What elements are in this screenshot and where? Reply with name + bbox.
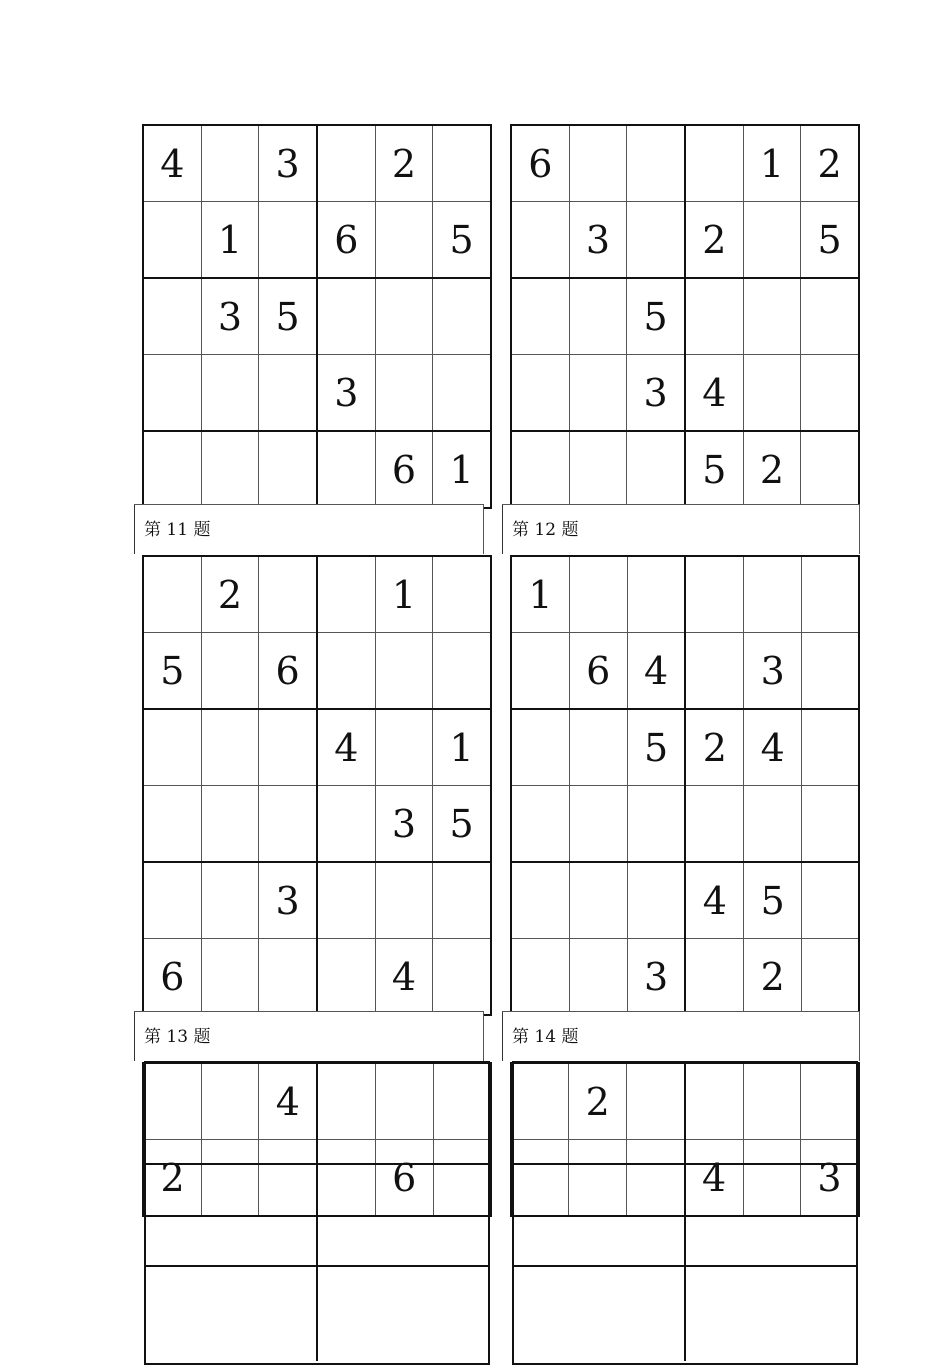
grid-cell [375,355,433,432]
grid-cell [259,939,317,1016]
puzzle-label-13: 第 13 题 [134,1011,484,1061]
grid-cell [143,556,201,633]
grid-cell: 2 [685,709,743,786]
grid-cell: 6 [317,202,375,279]
grid-cell [259,431,317,508]
grid-cell [317,862,375,939]
grid-row [511,202,859,279]
grid-cell [802,862,859,939]
grid-cell [802,786,859,863]
grid-cell [569,431,627,508]
grid-cell: 2 [569,1063,627,1140]
grid-cell [685,278,743,355]
grid-cell: 3 [744,633,802,710]
grid-cell [801,278,859,355]
grid-cell: 5 [744,862,802,939]
grid-cell [375,633,433,710]
grid-cell [569,862,627,939]
grid-cell: 5 [259,278,317,355]
grid-cell: 4 [259,1063,318,1140]
grid-row [143,278,491,355]
grid-cell: 2 [375,125,433,202]
grid-cell [569,355,627,432]
sudoku-grid-12 [510,555,860,1016]
grid-cell: 5 [801,202,859,279]
grid-cell: 3 [201,278,259,355]
grid-cell: 3 [627,939,685,1016]
grid-row [143,862,491,939]
grid-cell [744,786,802,863]
grid-row [511,709,859,786]
grid-cell: 3 [317,355,375,432]
grid-cell: 2 [743,431,801,508]
grid-cell [802,633,859,710]
puzzle-label-12: 第 12 题 [502,504,860,554]
grid-cell [433,125,491,202]
box-divider-right [684,1061,686,1361]
grid-cell: 4 [143,125,201,202]
grid-cell [569,278,627,355]
grid-cell [317,125,375,202]
grid-cell: 3 [569,202,627,279]
grid-cell: 1 [511,556,569,633]
grid-row [143,786,491,863]
grid-cell [511,202,569,279]
grid-cell [511,786,569,863]
grid-cell: 3 [800,1140,859,1217]
grid-cell [201,862,259,939]
grid-cell: 6 [375,1140,433,1217]
grid-cell [375,278,433,355]
grid-cell: 4 [685,355,743,432]
grid-cell [201,709,259,786]
grid-cell [201,431,259,508]
grid-cell [743,355,801,432]
grid-cell: 1 [743,125,801,202]
grid-cell [744,556,802,633]
grid-cell [143,709,201,786]
grid-cell: 2 [143,1140,202,1217]
grid-cell [143,431,201,508]
grid-cell [317,633,375,710]
grid-cell [511,431,569,508]
grid-cell [569,786,627,863]
grid-cell: 5 [433,202,491,279]
grid-cell [627,556,685,633]
grid-cell: 2 [801,125,859,202]
grid-cell: 3 [259,125,317,202]
grid-row [511,786,859,863]
grid-cell [433,556,491,633]
grid-cell [259,709,317,786]
grid-cell [433,939,491,1016]
grid-cell [433,633,491,710]
grid-row [511,862,859,939]
grid-cell [627,125,685,202]
grid-row [143,556,491,633]
grid-cell: 4 [685,862,743,939]
grid-cell [143,786,201,863]
grid-cell [143,355,201,432]
grid-cell: 5 [627,709,685,786]
grid-cell [685,633,743,710]
sudoku-grid-top-right [510,124,860,509]
grid-cell [627,862,685,939]
grid-cell [143,202,201,279]
grid-cell: 2 [744,939,802,1016]
sudoku-grid-top-left [142,124,492,509]
grid-cell [259,202,317,279]
grid-cell: 6 [259,633,317,710]
grid-row [511,939,859,1016]
grid-cell [201,125,259,202]
grid-row [143,202,491,279]
grid-cell: 1 [433,431,491,508]
grid-cell [685,125,743,202]
grid-cell: 6 [511,125,569,202]
grid-cell: 3 [375,786,433,863]
grid-cell [627,431,685,508]
grid-cell [801,431,859,508]
grid-cell [627,786,685,863]
grid-cell [569,125,627,202]
grid-cell [802,556,859,633]
grid-row [143,633,491,710]
grid-cell [743,202,801,279]
grid-cell [627,202,685,279]
grid-cell [317,939,375,1016]
grid-row [143,431,491,508]
grid-cell [317,556,375,633]
grid-cell: 2 [201,556,259,633]
grid-row [511,355,859,432]
grid-cell [433,862,491,939]
grid-cell: 1 [375,556,433,633]
grid-cell [511,939,569,1016]
grid-cell: 4 [375,939,433,1016]
grid-cell [201,355,259,432]
grid-cell: 3 [627,355,685,432]
grid-cell [685,556,743,633]
grid-cell [201,786,259,863]
grid-cell: 4 [685,1140,744,1217]
grid-cell [802,709,859,786]
grid-cell [511,633,569,710]
grid-cell: 4 [627,633,685,710]
box-divider-left [316,1061,318,1361]
grid-row [511,556,859,633]
grid-cell [201,633,259,710]
grid-cell: 6 [375,431,433,508]
grid-cell [317,786,375,863]
grid-row [143,709,491,786]
grid-cell [201,939,259,1016]
grid-cell: 3 [259,862,317,939]
grid-cell [375,709,433,786]
grid-cell [802,939,859,1016]
grid-cell [259,786,317,863]
grid-row [511,278,859,355]
sudoku-grid-11 [142,555,492,1016]
puzzle-label-11: 第 11 题 [134,504,484,554]
grid-cell: 1 [201,202,259,279]
grid-cell [569,556,627,633]
grid-cell: 6 [143,939,201,1016]
grid-cell: 2 [685,202,743,279]
grid-cell [143,862,201,939]
grid-row [511,431,859,508]
grid-cell [569,709,627,786]
grid-row [143,355,491,432]
grid-cell: 6 [569,633,627,710]
grid-cell [317,278,375,355]
grid-cell: 1 [433,709,491,786]
grid-row [511,125,859,202]
grid-cell: 5 [627,278,685,355]
grid-cell: 4 [317,709,375,786]
grid-row [143,939,491,1016]
grid-row [143,125,491,202]
grid-cell [433,355,491,432]
grid-cell [511,709,569,786]
grid-cell [259,556,317,633]
grid-cell [743,278,801,355]
grid-cell [511,355,569,432]
grid-cell [801,355,859,432]
grid-cell [375,862,433,939]
grid-cell: 5 [685,431,743,508]
grid-cell [569,939,627,1016]
grid-cell [511,862,569,939]
grid-cell: 5 [143,633,201,710]
grid-row [511,633,859,710]
grid-cell: 4 [744,709,802,786]
grid-cell: 5 [433,786,491,863]
grid-cell [433,278,491,355]
grid-cell [375,202,433,279]
grid-cell [143,278,201,355]
grid-cell [317,431,375,508]
grid-cell [685,939,743,1016]
grid-cell [259,355,317,432]
grid-cell [511,278,569,355]
grid-cell [685,786,743,863]
puzzle-label-14: 第 14 题 [502,1011,860,1061]
